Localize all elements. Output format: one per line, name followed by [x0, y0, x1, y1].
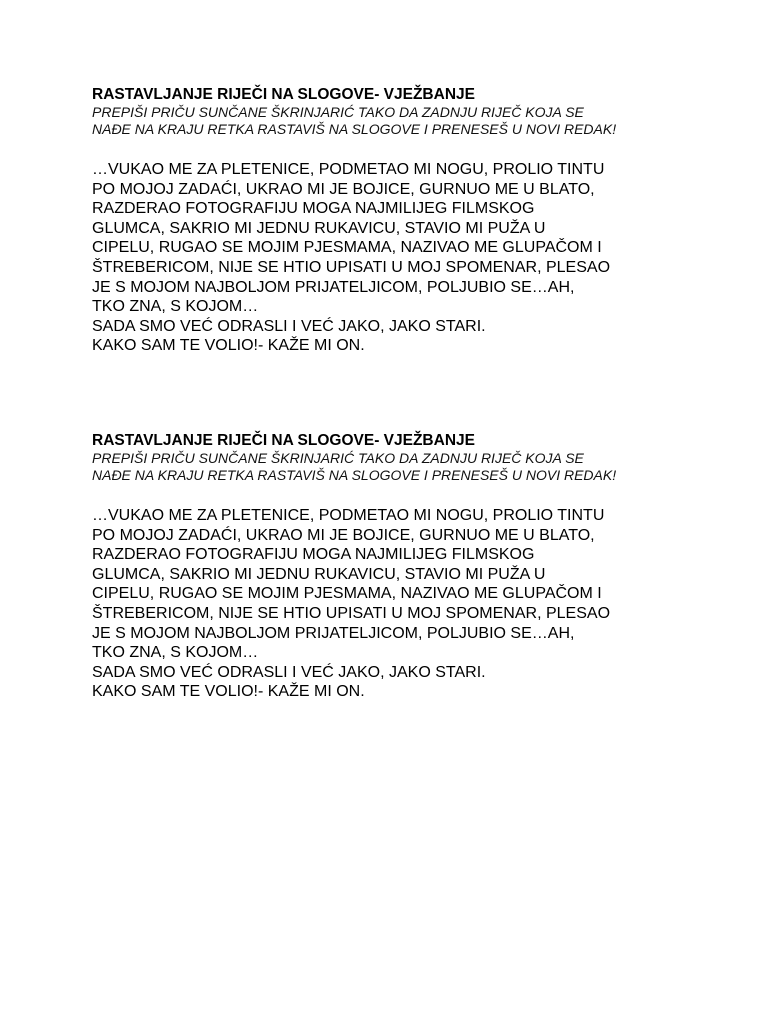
instruction-line: PREPIŠI PRIČU SUNČANE ŠKRINJARIĆ TAKO DA ZADNJU RIJEČ KOJA SE: [92, 450, 584, 466]
story-line: KAKO SAM TE VOLIO!- KAŽE MI ON.: [92, 337, 365, 355]
story-line: ŠTREBERICOM, NIJE SE HTIO UPISATI U MOJ SPOMENAR, PLESAO: [92, 604, 611, 622]
instruction-line: NAĐE NA KRAJU RETKA RASTAVIŠ NA SLOGOVE I PRENESEŠ U NOVI REDAK!: [92, 121, 617, 137]
story-text: [92, 506, 692, 702]
exercise-block-1: [92, 86, 692, 356]
exercise-title: RASTAVLJANJE RIJEČI NA SLOGOVE- VJEŽBANJE: [92, 86, 475, 103]
story-line: SADA SMO VEĆ ODRASLI I VEĆ JAKO, JAKO STARI.: [92, 663, 486, 681]
instruction-line: PREPIŠI PRIČU SUNČANE ŠKRINJARIĆ TAKO DA ZADNJU RIJEČ KOJA SE: [92, 104, 584, 120]
story-line: JE S MOJOM NAJBOLJOM PRIJATELJICOM, POLJUBIO SE…AH,: [92, 624, 575, 642]
story-line: …VUKAO ME ZA PLETENICE, PODMETAO MI NOGU, PROLIO TINTU: [92, 507, 605, 524]
story-line: SADA SMO VEĆ ODRASLI I VEĆ JAKO, JAKO STARI.: [92, 317, 486, 335]
story-line: JE S MOJOM NAJBOLJOM PRIJATELJICOM, POLJUBIO SE…AH,: [92, 278, 575, 296]
story-line: TKO ZNA, S KOJOM…: [92, 644, 259, 662]
story-line: KAKO SAM TE VOLIO!- KAŽE MI ON.: [92, 683, 365, 701]
story-line: ŠTREBERICOM, NIJE SE HTIO UPISATI U MOJ SPOMENAR, PLESAO: [92, 258, 611, 276]
story-line: GLUMCA, SAKRIO MI JEDNU RUKAVICU, STAVIO MI PUŽA U: [92, 565, 546, 583]
exercise-instruction: [92, 450, 692, 484]
exercise-instruction: [92, 104, 692, 138]
story-line: RAZDERAO FOTOGRAFIJU MOGA NAJMILIJEG FILMSKOG: [92, 546, 535, 564]
exercise-title: RASTAVLJANJE RIJEČI NA SLOGOVE- VJEŽBANJE: [92, 432, 475, 449]
exercise-block-2: [92, 432, 692, 702]
story-line: CIPELU, RUGAO SE MOJIM PJESMAMA, NAZIVAO ME GLUPAČOM I: [92, 239, 602, 257]
story-line: PO MOJOJ ZADAĆI, UKRAO MI JE BOJICE, GURNUO ME U BLATO,: [92, 526, 595, 544]
story-line: GLUMCA, SAKRIO MI JEDNU RUKAVICU, STAVIO MI PUŽA U: [92, 219, 546, 237]
story-text: [92, 160, 692, 356]
instruction-line: NAĐE NA KRAJU RETKA RASTAVIŠ NA SLOGOVE I PRENESEŠ U NOVI REDAK!: [92, 467, 617, 483]
story-line: CIPELU, RUGAO SE MOJIM PJESMAMA, NAZIVAO ME GLUPAČOM I: [92, 585, 602, 603]
story-line: …VUKAO ME ZA PLETENICE, PODMETAO MI NOGU, PROLIO TINTU: [92, 161, 605, 178]
story-line: RAZDERAO FOTOGRAFIJU MOGA NAJMILIJEG FILMSKOG: [92, 200, 535, 218]
story-line: PO MOJOJ ZADAĆI, UKRAO MI JE BOJICE, GURNUO ME U BLATO,: [92, 180, 595, 198]
story-line: TKO ZNA, S KOJOM…: [92, 298, 259, 316]
